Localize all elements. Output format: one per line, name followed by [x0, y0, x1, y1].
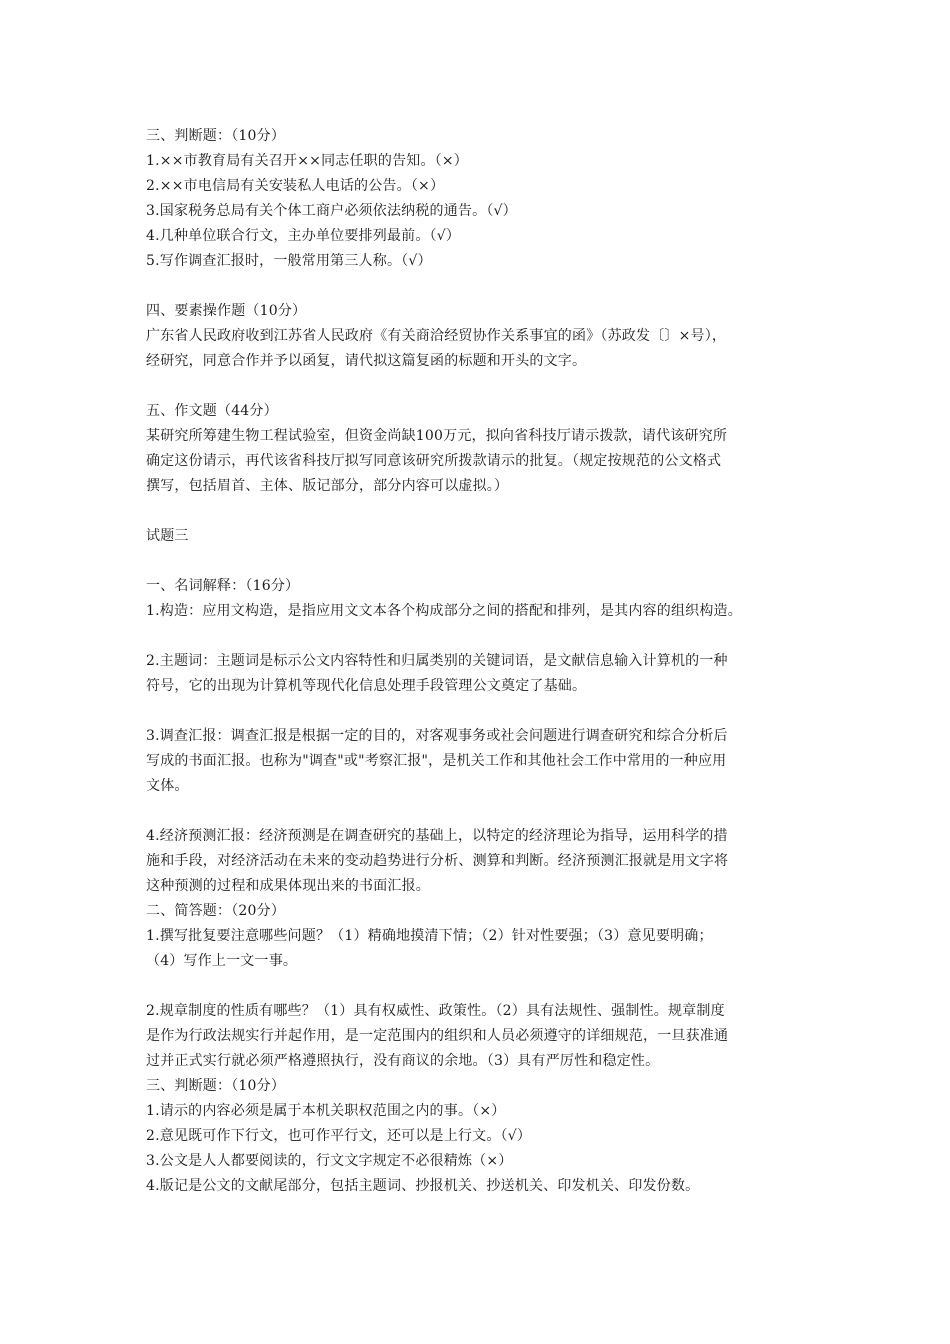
- paragraph-line: 广东省人民政府收到江苏省人民政府《有关商洽经贸协作关系事宜的函》（苏政发〔〕×号），: [146, 328, 727, 344]
- judgement-item: 5.写作调查汇报时，一般常用第三人称。（√）: [146, 253, 432, 269]
- paragraph-line: 某研究所筹建生物工程试验室，但资金尚缺100万元，拟向省科技厅请示拨款，请代该研究所: [146, 428, 728, 444]
- spacer: [146, 499, 816, 524]
- spacer: [146, 624, 816, 649]
- term-item: 施和手段，对经济活动在未来的变动趋势进行分析、测算和判断。经济预测汇报就是用文字将: [146, 853, 729, 869]
- term-item: 1.构造：应用文构造，是指应用文文本各个构成部分之间的搭配和排列，是其内容的组织构造。: [146, 603, 742, 619]
- term-item: 4.经济预测汇报：经济预测是在调查研究的基础上，以特定的经济理论为指导，运用科学的措: [146, 828, 728, 844]
- section-heading-essay: 五、作文题（44分）: [146, 403, 278, 419]
- answer-item: 2.规章制度的性质有哪些？（1）具有权威性、政策性。（2）具有法规性、强制性。规章制度: [146, 1003, 725, 1019]
- judgement-item: 4.版记是公文的文献尾部分，包括主题词、抄报机关、抄送机关、印发机关、印发份数。: [146, 1178, 700, 1194]
- judgement-item: 3.公文是人人都要阅读的，行文文字规定不必很精炼（×）: [146, 1153, 513, 1169]
- term-item: 符号，它的出现为计算机等现代化信息处理手段管理公文奠定了基础。: [146, 678, 587, 694]
- term-item: 写成的书面汇报。也称为"调查"或"考察汇报"，是机关工作和其他社会工作中常用的一种应用: [146, 753, 727, 769]
- judgement-item: 3.国家税务总局有关个体工商户必须依法纳税的通告。（√）: [146, 203, 517, 219]
- spacer: [146, 699, 816, 724]
- spacer: [146, 974, 816, 999]
- spacer: [146, 799, 816, 824]
- answer-item: 是作为行政法规实行并起作用，是一定范围内的组织和人员必须遵守的详细规范，一旦获准通: [146, 1028, 729, 1044]
- judgement-item: 1.××市教育局有关召开××同志任职的告知。（×）: [146, 153, 469, 169]
- spacer: [146, 374, 816, 399]
- paragraph-line: 经研究，同意合作并予以函复，请代拟这篇复函的标题和开头的文字。: [146, 353, 587, 369]
- exam-title: 试题三: [146, 528, 189, 544]
- spacer: [146, 274, 816, 299]
- answer-item: （4）写作上一文一事。: [146, 953, 298, 969]
- answer-item: 1.撰写批复要注意哪些问题？（1）精确地摸清下情；（2）针对性要强；（3）意见要明确；: [146, 928, 713, 944]
- term-item: 3.调查汇报：调查汇报是根据一定的目的，对客观事务或社会问题进行调查研究和综合分析后: [146, 728, 728, 744]
- section-heading-terms: 一、名词解释：（16分）: [146, 578, 300, 594]
- section-heading-elements: 四、要素操作题（10分）: [146, 303, 307, 319]
- paragraph-line: 确定这份请示，再代该省科技厅拟写同意该研究所拨款请示的批复。（规定按规范的公文格式: [146, 453, 722, 469]
- judgement-item: 2.意见既可作下行文，也可作平行文，还可以是上行文。（√）: [146, 1128, 532, 1144]
- section-heading-short-answer: 二、简答题：（20分）: [146, 903, 286, 919]
- paragraph-line: 撰写，包括眉首、主体、版记部分，部分内容可以虚拟。）: [146, 478, 509, 494]
- term-item: 文体。: [146, 778, 189, 794]
- judgement-item: 2.××市电信局有关安装私人电话的公告。（×）: [146, 178, 445, 194]
- judgement-item: 4.几种单位联合行文，主办单位要排列最前。（√）: [146, 228, 461, 244]
- term-item: 2.主题词：主题词是标示公文内容特性和归属类别的关键词语，是文献信息输入计算机的一种: [146, 653, 728, 669]
- document-page: [146, 124, 816, 1199]
- section-heading-judgement-a: 三、判断题：（10分）: [146, 128, 286, 144]
- term-item: 这种预测的过程和成果体现出来的书面汇报。: [146, 878, 430, 894]
- spacer: [146, 549, 816, 574]
- section-heading-judgement-b: 三、判断题：（10分）: [146, 1078, 286, 1094]
- answer-item: 过并正式实行就必须严格遵照执行，没有商议的余地。（3）具有严厉性和稳定性。: [146, 1053, 660, 1069]
- judgement-item: 1.请示的内容必须是属于本机关职权范围之内的事。（×）: [146, 1103, 506, 1119]
